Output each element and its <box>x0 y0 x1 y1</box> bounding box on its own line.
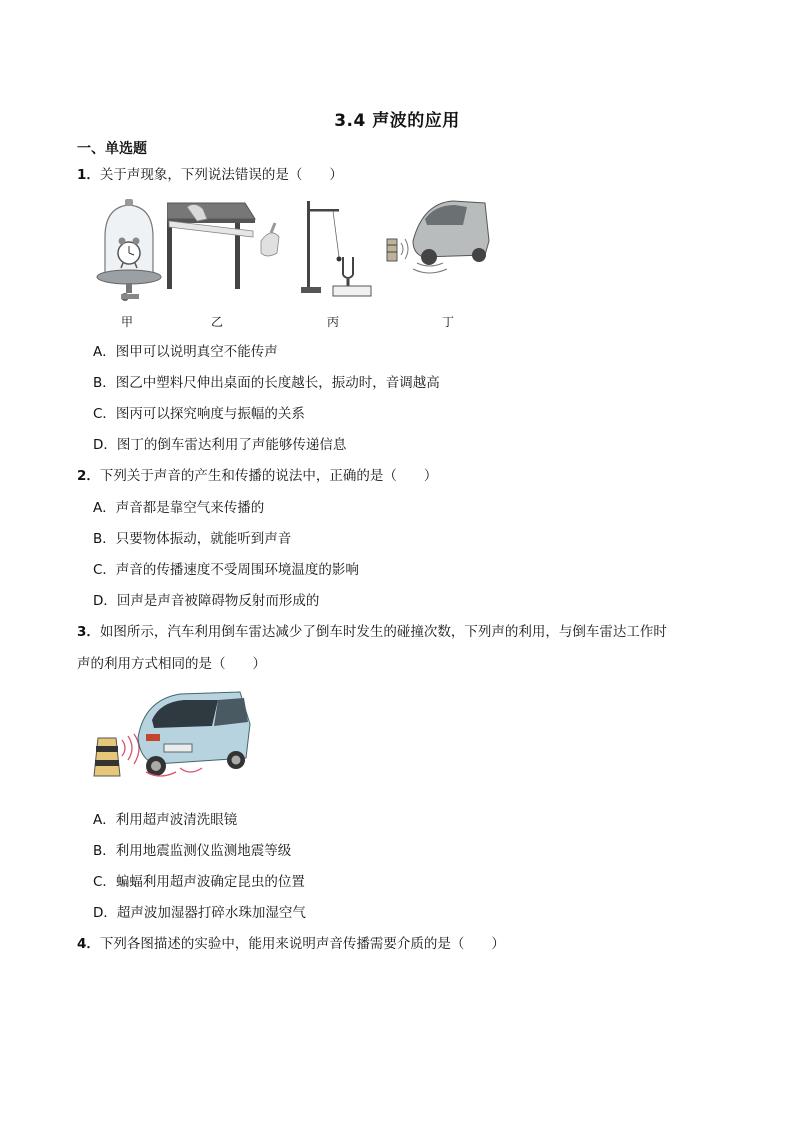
figure-caption-yi: 乙 <box>211 315 224 329</box>
question-number: 1． <box>77 167 100 183</box>
question-2-option-a: A．声音都是靠空气来传播的 <box>93 500 265 516</box>
ruler-on-table-figure <box>167 197 289 295</box>
figure-caption-ding: 丁 <box>442 315 455 329</box>
question-number: 2． <box>77 468 100 484</box>
question-3 <box>77 623 667 641</box>
question-3-option-c: C．蝙蝠利用超声波确定昆虫的位置 <box>93 874 305 890</box>
question-3-option-d: D．超声波加湿器打碎水珠加湿空气 <box>93 905 306 921</box>
question-3-line-2: 声的利用方式相同的是（ ） <box>77 656 266 672</box>
question-2-option-b: B．只要物体振动，就能听到声音 <box>93 531 292 547</box>
question-1-option-b: B．图乙中塑料尺伸出桌面的长度越长，振动时，音调越高 <box>93 375 440 391</box>
car-radar-figure <box>383 197 491 281</box>
car-radar-large-figure <box>90 688 252 782</box>
page-title: 3.4 声波的应用 <box>334 111 460 131</box>
question-1-option-a: A．图甲可以说明真空不能传声 <box>93 344 278 360</box>
bell-jar-figure <box>95 197 163 309</box>
question-2-option-d: D．回声是声音被障碍物反射而形成的 <box>93 593 320 609</box>
question-1-option-c: C．图丙可以探究响度与振幅的关系 <box>93 406 305 422</box>
question-text: 关于声现象，下列说法错误的是（ ） <box>99 167 343 183</box>
figure-caption-bing: 丙 <box>327 315 340 329</box>
question-text: 下列各图描述的实验中，能用来说明声音传播需要介质的是（ ） <box>99 936 505 952</box>
section-heading: 一、单选题 <box>77 141 147 157</box>
question-3-option-b: B．利用地震监测仪监测地震等级 <box>93 843 292 859</box>
question-4 <box>77 935 505 953</box>
question-text-line-1: 如图所示，汽车利用倒车雷达减少了倒车时发生的碰撞次数，下列声的利用，与倒车雷达工作时 <box>99 624 667 640</box>
question-number: 3． <box>77 624 100 640</box>
question-3-option-a: A．利用超声波清洗眼镜 <box>93 812 238 828</box>
question-number: 4． <box>77 936 100 952</box>
tuning-fork-figure <box>297 197 377 301</box>
question-1-figures <box>93 197 493 332</box>
question-1 <box>77 166 343 184</box>
question-text: 下列关于声音的产生和传播的说法中，正确的是（ ） <box>99 468 438 484</box>
question-2 <box>77 467 437 485</box>
question-1-option-d: D．图丁的倒车雷达利用了声能够传递信息 <box>93 437 347 453</box>
figure-caption-jia: 甲 <box>121 315 134 329</box>
question-2-option-c: C．声音的传播速度不受周围环境温度的影响 <box>93 562 359 578</box>
